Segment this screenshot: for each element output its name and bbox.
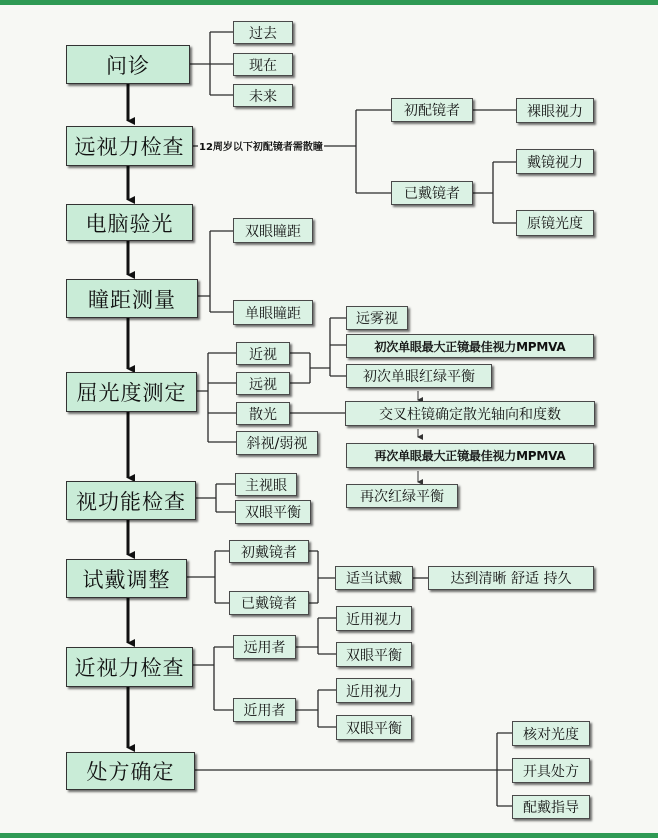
refraction-astigmatism: 散光: [236, 402, 290, 425]
verify-power: 核对光度: [512, 721, 590, 746]
first-time-wearer: 初配镜者: [391, 98, 473, 122]
procedure-duochrome-first: 初次单眼红绿平衡: [346, 364, 492, 388]
refraction-strabismus: 斜视/弱视: [236, 431, 318, 455]
original-lens-power: 原镜光度: [516, 210, 594, 236]
naked-eye-vision: 裸眼视力: [516, 98, 594, 123]
step-auto-refraction: 电脑验光: [66, 204, 193, 241]
trial-existing: 已戴镜者: [229, 591, 309, 615]
inquiry-present: 现在: [233, 53, 293, 76]
issue-prescription: 开具处方: [512, 758, 590, 783]
wearing-guidance: 配戴指导: [512, 795, 590, 819]
trial-result: 达到清晰 舒适 持久: [428, 566, 594, 590]
procedure-duochrome-second: 再次红绿平衡: [346, 484, 458, 508]
step-distance-vision: 远视力检查: [66, 126, 193, 166]
step-pd-measurement: 瞳距测量: [66, 279, 198, 318]
step-inquiry: 问诊: [66, 45, 190, 84]
near-distance-user: 远用者: [233, 635, 296, 659]
dominant-eye: 主视眼: [235, 473, 297, 496]
inquiry-past: 过去: [233, 21, 293, 44]
procedure-fogging: 远雾视: [346, 306, 408, 330]
corrected-vision: 戴镜视力: [516, 149, 594, 174]
refraction-myopia: 近视: [236, 342, 290, 365]
procedure-cross-cylinder: 交叉柱镜确定散光轴向和度数: [345, 401, 595, 426]
existing-wearer: 已戴镜者: [391, 181, 473, 205]
near-near-user: 近用者: [233, 698, 296, 722]
inquiry-future: 未来: [233, 84, 293, 107]
procedure-mpmva-second: 再次单眼最大正镜最佳视力MPMVA: [346, 443, 594, 468]
binocular-balance: 双眼平衡: [235, 500, 311, 524]
step-refraction: 屈光度测定: [66, 372, 197, 412]
step-prescription: 处方确定: [66, 752, 195, 790]
step-visual-function: 视功能检查: [66, 481, 196, 520]
near-vision-test-2: 近用视力: [336, 678, 412, 703]
procedure-mpmva-first: 初次单眼最大正镜最佳视力MPMVA: [346, 334, 594, 358]
dilation-note: 12周岁以下初配镜者需散瞳: [198, 138, 324, 153]
step-trial-fitting: 试戴调整: [66, 559, 187, 598]
binocular-pd: 双眼瞳距: [233, 218, 313, 243]
refraction-hyperopia: 远视: [236, 372, 290, 395]
trial-first-time: 初戴镜者: [229, 540, 309, 563]
step-near-vision: 近视力检查: [66, 647, 193, 687]
binocular-balance-2: 双眼平衡: [336, 715, 412, 740]
monocular-pd: 单眼瞳距: [233, 300, 313, 325]
binocular-balance-1: 双眼平衡: [336, 642, 412, 667]
trial-action: 适当试戴: [335, 566, 413, 590]
near-vision-test-1: 近用视力: [336, 606, 412, 631]
